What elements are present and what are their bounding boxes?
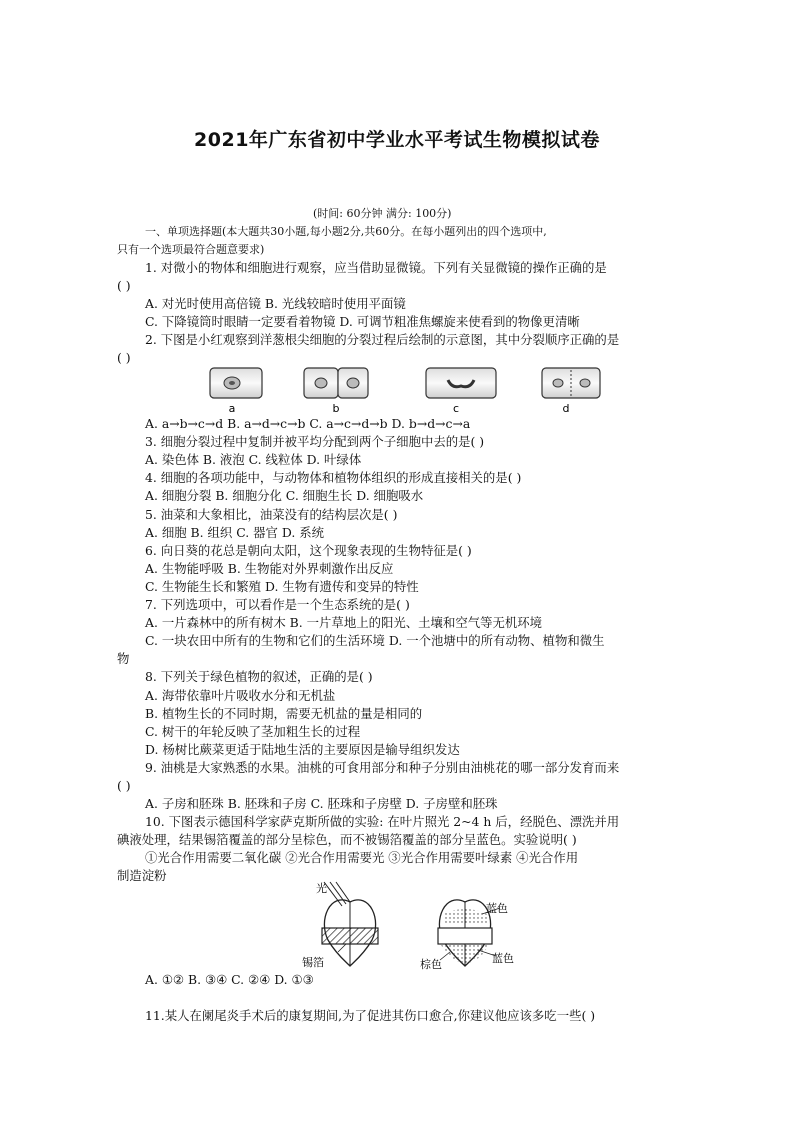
q10-options: A. ①② B. ③④ C. ②④ D. ①③: [145, 972, 314, 987]
q8-option-b: B. 植物生长的不同时期，需要无机盐的量是相同的: [145, 706, 423, 721]
section-heading: 一、单项选择题(本大题共30小题,每小题2分,共60分。在每小题列出的四个选项中,: [145, 225, 547, 238]
leaf-with-foil: [322, 882, 378, 966]
fig-label-b: b: [332, 402, 340, 415]
q8-option-d: D. 杨树比蕨菜更适于陆地生活的主要原因是输导组织发达: [145, 742, 460, 757]
cell-a: [210, 368, 262, 398]
fig-label-c: c: [452, 402, 460, 415]
cell-d: [542, 368, 600, 398]
q1-stem: 1. 对微小的物体和细胞进行观察，应当借助显微镜。下列有关显微镜的操作正确的是: [145, 260, 607, 275]
q7-options-cd-cont: 物: [117, 651, 130, 666]
q8-stem: 8. 下列关于绿色植物的叙述，正确的是( ): [145, 669, 373, 684]
fig-label-d: d: [562, 402, 570, 415]
q6-stem: 6. 向日葵的花总是朝向太阳，这个现象表现的生物特征是( ): [145, 543, 472, 558]
q7-stem: 7. 下列选项中，可以看作是一个生态系统的是( ): [145, 597, 410, 612]
q11-stem: 11.某人在阑尾炎手术后的康复期间,为了促进其伤口愈合,你建议他应该多吃一些( ): [145, 1008, 596, 1023]
cell-c: [426, 368, 496, 398]
label-foil: 锡箔: [302, 956, 324, 969]
q10-stem: 10. 下图表示德国科学家萨克斯所做的实验: 在叶片照光 2~4 h 后，经脱色、漂洗并用: [145, 814, 620, 829]
q10-stem-cont: 碘液处理，结果锡箔覆盖的部分呈棕色，而不被锡箔覆盖的部分呈蓝色。实验说明( ): [117, 832, 577, 847]
q4-options: A. 细胞分裂 B. 细胞分化 C. 细胞生长 D. 细胞吸水: [145, 488, 424, 503]
q4-stem: 4. 细胞的各项功能中，与动物体和植物体组织的形成直接相关的是( ): [145, 470, 522, 485]
q1-answer-paren: ( ): [117, 278, 131, 293]
q5-options: A. 细胞 B. 组织 C. 器官 D. 系统: [145, 525, 325, 540]
q6-options-cd: C. 生物能生长和繁殖 D. 生物有遗传和变异的特性: [145, 579, 419, 594]
q1-options-ab: A. 对光时使用高倍镜 B. 光线较暗时使用平面镜: [145, 296, 406, 311]
q8-option-c: C. 树干的年轮反映了茎加粗生长的过程: [145, 724, 361, 739]
leaf-experiment-figure: [300, 880, 540, 972]
q9-options: A. 子房和胚珠 B. 胚珠和子房 C. 胚珠和子房壁 D. 子房壁和胚珠: [145, 796, 498, 811]
cell-b: [304, 368, 368, 398]
label-blue-top: 蓝色: [486, 902, 508, 915]
q7-options-ab: A. 一片森林中的所有树木 B. 一片草地上的阳光、土壤和空气等无机环境: [145, 615, 543, 630]
q8-option-a: A. 海带依靠叶片吸收水分和无机盐: [145, 688, 336, 703]
q6-options-ab: A. 生物能呼吸 B. 生物能对外界刺激作出反应: [145, 561, 394, 576]
q2-answer-paren: ( ): [117, 350, 131, 365]
q1-options-cd: C. 下降镜筒时眼睛一定要看着物镜 D. 可调节粗准焦螺旋来使看到的物像更清晰: [145, 314, 580, 329]
section-heading-cont: 只有一个选项最符合题意要求): [117, 243, 265, 256]
page-title: 2021年广东省初中学业水平考试生物模拟试卷: [194, 129, 600, 151]
q2-stem: 2. 下图是小红观察到洋葱根尖细胞的分裂过程后绘制的示意图，其中分裂顺序正确的是: [145, 332, 620, 347]
q10-statements-cont: 制造淀粉: [117, 868, 167, 883]
q10-statements: ①光合作用需要二氧化碳 ②光合作用需要光 ③光合作用需要叶绿素 ④光合作用: [145, 850, 579, 865]
exam-meta: (时间: 60分钟 满分: 100分): [313, 207, 452, 220]
q9-answer-paren: ( ): [117, 778, 131, 793]
q9-stem: 9. 油桃是大家熟悉的水果。油桃的可食用部分和种子分别由油桃花的哪一部分发育而来: [145, 760, 620, 775]
label-light: 光: [316, 882, 327, 895]
q2-options: A. a→b→c→d B. a→d→c→b C. a→c→d→b D. b→d→c→a: [145, 416, 471, 431]
q7-options-cd: C. 一块农田中所有的生物和它们的生活环境 D. 一个池塘中的所有动物、植物和微生: [145, 633, 605, 648]
label-blue-bottom: 蓝色: [492, 952, 514, 965]
fig-label-a: a: [228, 402, 236, 415]
q3-options: A. 染色体 B. 液泡 C. 线粒体 D. 叶绿体: [145, 452, 362, 467]
label-brown: 棕色: [420, 958, 442, 971]
q3-stem: 3. 细胞分裂过程中复制并被平均分配到两个子细胞中去的是( ): [145, 434, 485, 449]
q5-stem: 5. 油菜和大象相比，油菜没有的结构层次是( ): [145, 507, 398, 522]
cell-division-figure: [200, 364, 620, 416]
